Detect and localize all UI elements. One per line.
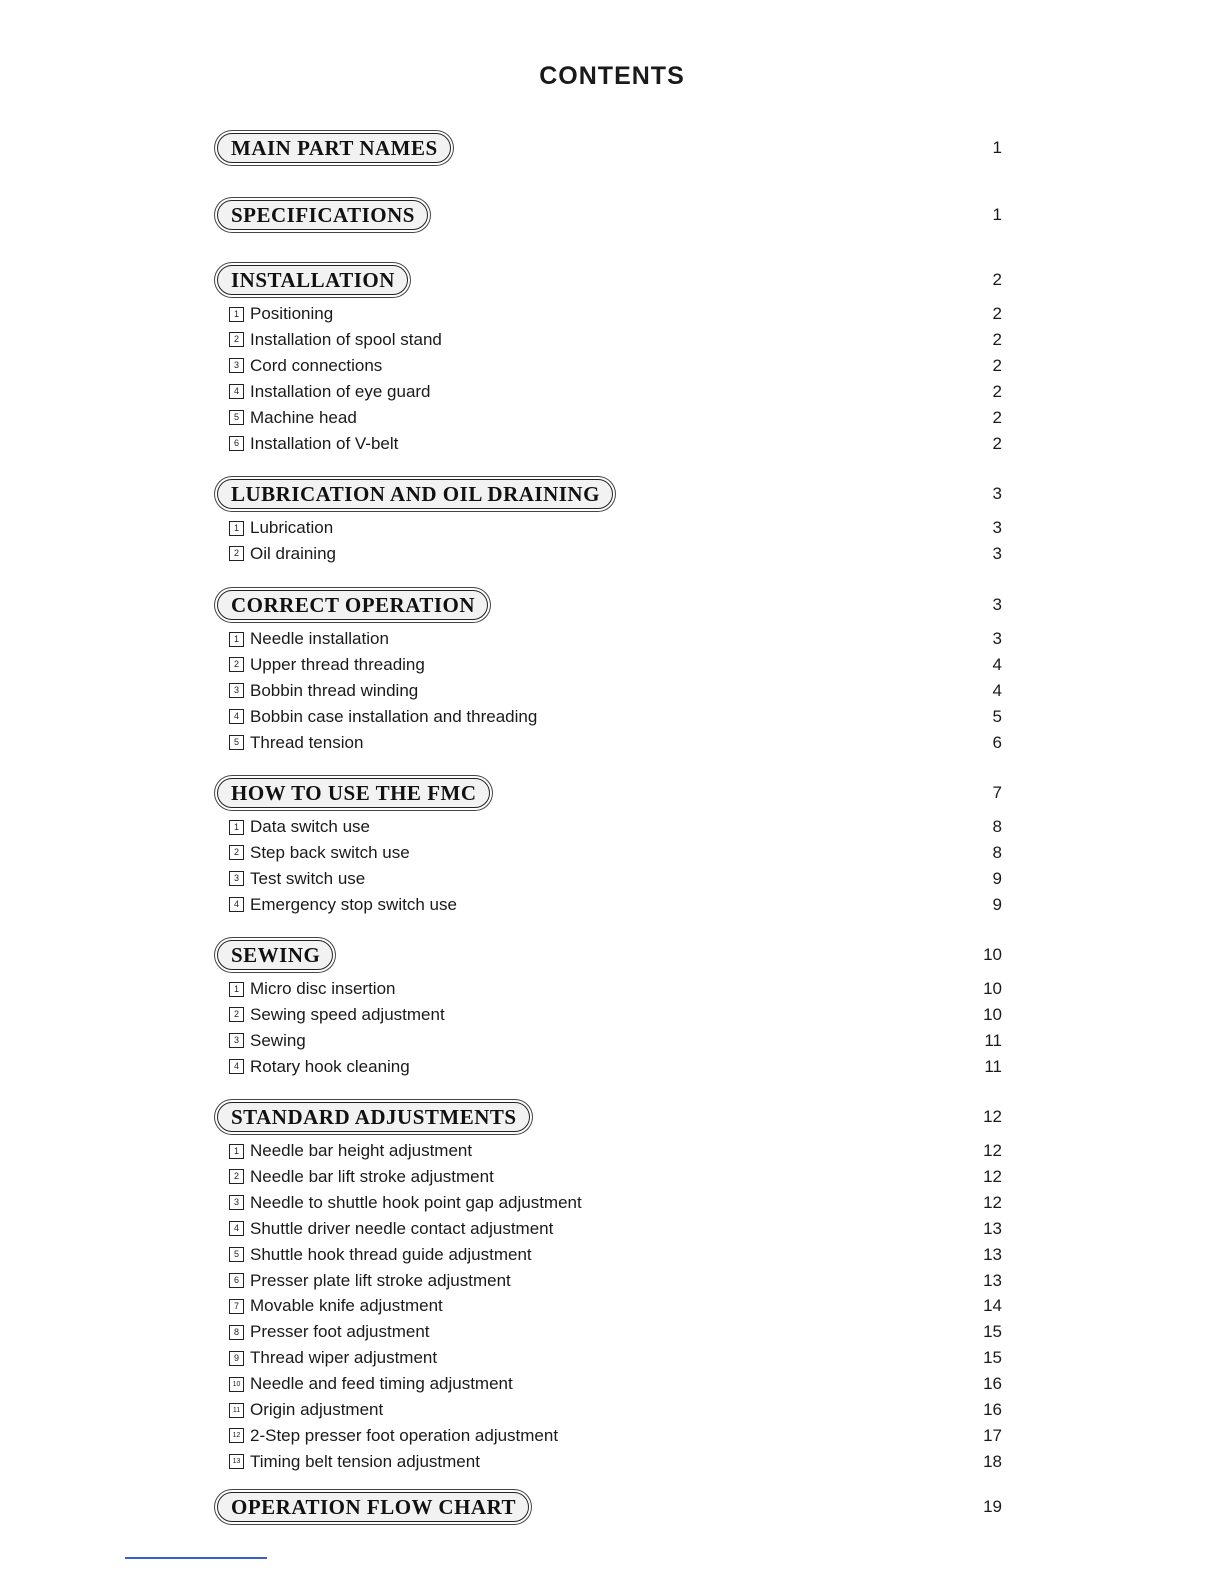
dot-leader	[341, 518, 970, 538]
item-number-box: 6	[229, 1273, 244, 1288]
item-number-box: 3	[229, 683, 244, 698]
toc-item-label-group	[229, 1167, 494, 1187]
toc-item[interactable]	[0, 626, 1224, 652]
item-page-number: 13	[983, 1270, 1002, 1290]
toc-item[interactable]	[0, 652, 1224, 678]
toc-item[interactable]	[0, 1164, 1224, 1190]
item-number-box: 5	[229, 735, 244, 750]
item-page-number: 4	[992, 680, 1002, 700]
item-page-number: 12	[983, 1192, 1002, 1212]
toc-item[interactable]	[0, 840, 1224, 866]
toc-section[interactable]	[0, 1100, 1224, 1134]
dot-leader	[566, 1426, 970, 1446]
dot-leader	[465, 895, 970, 915]
dot-leader	[378, 817, 970, 837]
item-number-box: 8	[229, 1325, 244, 1340]
toc-item-label: Upper thread threading	[250, 654, 425, 674]
dot-leader	[416, 270, 970, 290]
dot-leader	[496, 595, 970, 615]
section-heading: OPERATION FLOW CHART	[217, 1492, 529, 1522]
item-number-box: 3	[229, 871, 244, 886]
dot-leader	[341, 304, 970, 324]
item-number-box: 1	[229, 982, 244, 997]
dot-leader	[621, 484, 970, 504]
toc-item-label: Presser plate lift stroke adjustment	[250, 1270, 511, 1290]
item-number-box: 4	[229, 897, 244, 912]
dot-leader	[390, 356, 970, 376]
dot-leader	[519, 1271, 970, 1291]
toc-item-label-group	[229, 1271, 511, 1291]
toc-item-label-group	[229, 1031, 306, 1051]
item-page-number: 4	[992, 654, 1002, 674]
section-page-number: 3	[992, 595, 1002, 614]
toc-item-label: Shuttle hook thread guide adjustment	[250, 1244, 532, 1264]
item-page-number: 14	[983, 1296, 1002, 1316]
toc-item[interactable]	[0, 1449, 1224, 1475]
dot-leader	[498, 783, 970, 803]
item-page-number: 10	[983, 979, 1002, 998]
toc-item-label-group	[229, 382, 431, 402]
toc-item-label: Cord connections	[250, 355, 383, 375]
toc-item-label-group	[229, 1219, 553, 1239]
toc-section[interactable]	[0, 131, 1224, 165]
dot-leader	[488, 1452, 970, 1472]
toc-item-label-group	[229, 1348, 437, 1368]
toc-item[interactable]	[0, 541, 1224, 567]
item-page-number: 8	[992, 817, 1002, 836]
dot-leader	[480, 1141, 970, 1161]
toc-section[interactable]	[0, 198, 1224, 232]
item-page-number: 3	[992, 518, 1002, 537]
toc-item-label-group	[229, 1426, 558, 1446]
toc-item-label: Bobbin thread winding	[250, 680, 419, 700]
item-page-number: 9	[992, 894, 1002, 914]
toc-item-label: Rotary hook cleaning	[250, 1056, 410, 1076]
item-number-box: 4	[229, 1059, 244, 1074]
item-number-box: 2	[229, 1007, 244, 1022]
item-number-box: 5	[229, 410, 244, 425]
toc-item-label-group	[229, 655, 425, 675]
toc-item[interactable]	[0, 515, 1224, 541]
item-number-box: 4	[229, 384, 244, 399]
item-page-number: 2	[992, 329, 1002, 349]
toc-section[interactable]	[0, 1490, 1224, 1524]
item-number-box: 1	[229, 820, 244, 835]
page-title: CONTENTS	[539, 62, 685, 90]
toc-item[interactable]	[0, 1423, 1224, 1449]
item-number-box: 12	[229, 1428, 244, 1443]
toc-item-label-group	[229, 1245, 532, 1265]
toc-item[interactable]	[0, 814, 1224, 840]
section-heading: SEWING	[217, 940, 333, 970]
toc-item-label-group	[229, 1322, 430, 1342]
item-page-number: 16	[983, 1374, 1002, 1394]
dot-leader	[397, 629, 970, 649]
toc-item-label-group	[229, 733, 363, 753]
dot-leader	[521, 1374, 970, 1394]
toc-item-label-group	[229, 1057, 410, 1077]
toc-item-label-group	[229, 1141, 472, 1161]
dot-leader	[502, 1167, 970, 1187]
dot-leader	[344, 544, 970, 564]
item-page-number: 6	[992, 732, 1002, 752]
toc-item[interactable]	[0, 327, 1224, 353]
item-number-box: 4	[229, 709, 244, 724]
toc-item[interactable]	[0, 1345, 1224, 1371]
toc-item-label: Needle installation	[250, 629, 389, 648]
item-page-number: 2	[992, 433, 1002, 453]
item-page-number: 2	[992, 304, 1002, 323]
toc-item[interactable]	[0, 1397, 1224, 1423]
toc-item[interactable]	[0, 866, 1224, 892]
toc-section[interactable]	[0, 477, 1224, 511]
item-number-box: 2	[229, 332, 244, 347]
toc-item[interactable]	[0, 730, 1224, 756]
toc-item-label-group	[229, 544, 336, 564]
item-page-number: 8	[992, 842, 1002, 862]
item-page-number: 10	[983, 1004, 1002, 1024]
item-number-box: 1	[229, 632, 244, 647]
toc-item[interactable]	[0, 405, 1224, 431]
section-heading: CORRECT OPERATION	[217, 590, 488, 620]
section-heading: SPECIFICATIONS	[217, 200, 428, 230]
toc-item-label: Installation of spool stand	[250, 329, 442, 349]
dot-leader	[404, 979, 971, 999]
toc-item-label: Installation of V-belt	[250, 433, 399, 453]
dot-leader	[433, 655, 970, 675]
toc-item-label-group	[229, 895, 457, 915]
item-page-number: 3	[992, 629, 1002, 648]
toc-item[interactable]	[0, 1138, 1224, 1164]
dot-leader	[545, 707, 970, 727]
toc-item-label: Thread wiper adjustment	[250, 1348, 438, 1368]
toc-item-label: Needle and feed timing adjustment	[250, 1374, 513, 1394]
item-page-number: 2	[992, 381, 1002, 401]
toc-item[interactable]	[0, 379, 1224, 405]
toc-item[interactable]	[0, 1293, 1224, 1319]
toc-item-label-group	[229, 1005, 445, 1025]
toc-item[interactable]	[0, 1371, 1224, 1397]
section-page-number: 19	[983, 1497, 1002, 1516]
item-page-number: 11	[984, 1056, 1002, 1076]
toc-item[interactable]	[0, 1216, 1224, 1242]
section-heading: HOW TO USE THE FMC	[217, 778, 490, 808]
toc-item[interactable]	[0, 1242, 1224, 1268]
dot-leader	[365, 408, 970, 428]
toc-section[interactable]	[0, 938, 1224, 972]
toc-item[interactable]	[0, 1002, 1224, 1028]
toc-item-label-group	[229, 330, 442, 350]
toc-item-label: Emergency stop switch use	[250, 894, 457, 914]
item-number-box: 2	[229, 546, 244, 561]
item-page-number: 9	[992, 868, 1002, 888]
section-page-number: 3	[992, 484, 1002, 503]
dot-leader	[406, 434, 970, 454]
item-page-number: 12	[983, 1141, 1002, 1160]
toc-item-label: Needle bar lift stroke adjustment	[250, 1166, 494, 1186]
item-number-box: 3	[229, 1033, 244, 1048]
item-number-box: 2	[229, 845, 244, 860]
section-page-number: 1	[992, 205, 1002, 224]
toc-item[interactable]	[0, 678, 1224, 704]
toc-item-label-group	[229, 1296, 443, 1316]
toc-item-label: Positioning	[250, 304, 334, 323]
toc-item-label-group	[229, 1193, 582, 1213]
dot-leader	[341, 945, 970, 965]
item-number-box: 1	[229, 521, 244, 536]
item-page-number: 15	[983, 1348, 1002, 1368]
toc-item-label-group	[229, 681, 418, 701]
item-number-box: 10	[229, 1377, 244, 1392]
toc-item-label: Oil draining	[250, 543, 336, 563]
item-number-box: 9	[229, 1351, 244, 1366]
dot-leader	[561, 1219, 970, 1239]
dot-leader	[451, 1296, 970, 1316]
toc-item[interactable]	[0, 976, 1224, 1002]
toc-item-label: Data switch use	[250, 817, 370, 836]
item-page-number: 2	[992, 407, 1002, 427]
section-page-number: 7	[992, 783, 1002, 802]
toc-item-label-group	[229, 408, 357, 428]
dot-leader	[445, 1348, 970, 1368]
dot-leader	[314, 1031, 970, 1051]
toc-item[interactable]	[0, 892, 1224, 918]
dot-leader	[426, 681, 970, 701]
footer-rule	[125, 1557, 267, 1559]
dot-leader	[418, 1057, 970, 1077]
section-heading: LUBRICATION AND OIL DRAINING	[217, 479, 613, 509]
toc-section[interactable]	[0, 776, 1224, 810]
toc-item-label: 2-Step presser foot operation adjustment	[250, 1425, 559, 1445]
item-page-number: 12	[983, 1166, 1002, 1186]
toc-section[interactable]	[0, 263, 1224, 297]
dot-leader	[438, 1322, 970, 1342]
item-number-box: 2	[229, 657, 244, 672]
item-number-box: 1	[229, 1144, 244, 1159]
toc-item-label-group	[229, 869, 365, 889]
dot-leader	[538, 1107, 970, 1127]
toc-section[interactable]	[0, 588, 1224, 622]
item-number-box: 13	[229, 1454, 244, 1469]
section-page-number: 2	[992, 270, 1002, 289]
toc-item-label: Machine head	[250, 407, 357, 427]
toc-item-label: Thread tension	[250, 732, 364, 752]
dot-leader	[373, 869, 970, 889]
dot-leader	[436, 205, 970, 225]
dot-leader	[418, 843, 970, 863]
toc-item-label: Needle bar height adjustment	[250, 1141, 473, 1160]
toc-item[interactable]	[0, 1054, 1224, 1080]
toc-item-label: Timing belt tension adjustment	[250, 1451, 480, 1471]
item-number-box: 1	[229, 307, 244, 322]
toc-item[interactable]	[0, 1319, 1224, 1345]
item-page-number: 16	[983, 1400, 1002, 1419]
toc-item-label: Sewing	[250, 1030, 306, 1050]
toc-item-label: Needle to shuttle hook point gap adjustment	[250, 1192, 582, 1212]
toc-item-label: Lubrication	[250, 518, 334, 537]
toc-item[interactable]	[0, 1028, 1224, 1054]
toc-item-label-group	[229, 817, 370, 837]
section-heading: INSTALLATION	[217, 265, 408, 295]
dot-leader	[453, 1005, 970, 1025]
toc-item[interactable]	[0, 353, 1224, 379]
section-page-number: 12	[983, 1107, 1002, 1126]
toc-item-label-group	[229, 1400, 383, 1420]
toc-item[interactable]	[0, 1190, 1224, 1216]
toc-item-label-group	[229, 843, 410, 863]
toc-item[interactable]	[0, 704, 1224, 730]
dot-leader	[540, 1245, 970, 1265]
dot-leader	[590, 1193, 970, 1213]
toc-item-label-group	[229, 434, 398, 454]
item-page-number: 11	[984, 1030, 1002, 1050]
toc-item-label: Installation of eye guard	[250, 381, 431, 401]
item-page-number: 15	[983, 1322, 1002, 1342]
item-number-box: 2	[229, 1169, 244, 1184]
item-number-box: 4	[229, 1221, 244, 1236]
item-page-number: 13	[983, 1218, 1002, 1238]
toc-item[interactable]	[0, 301, 1224, 327]
toc-item-label-group	[229, 707, 537, 727]
item-number-box: 3	[229, 1195, 244, 1210]
dot-leader	[371, 733, 970, 753]
item-page-number: 3	[992, 543, 1002, 563]
toc-item[interactable]	[0, 1268, 1224, 1294]
toc-item-label-group	[229, 1374, 513, 1394]
toc-item[interactable]	[0, 431, 1224, 457]
item-page-number: 5	[992, 706, 1002, 726]
toc-item-label: Test switch use	[250, 868, 366, 888]
item-number-box: 6	[229, 436, 244, 451]
item-page-number: 17	[983, 1425, 1002, 1445]
toc-item-label-group	[229, 979, 396, 999]
item-page-number: 18	[983, 1451, 1002, 1471]
toc-item-label: Presser foot adjustment	[250, 1322, 430, 1342]
dot-leader	[537, 1497, 970, 1517]
item-page-number: 2	[992, 355, 1002, 375]
section-page-number: 10	[983, 945, 1002, 964]
dot-leader	[459, 138, 970, 158]
toc-item-label-group	[229, 518, 333, 538]
dot-leader	[450, 330, 970, 350]
toc-item-label-group	[229, 304, 333, 324]
toc-item-label: Shuttle driver needle contact adjustment	[250, 1218, 554, 1238]
item-number-box: 5	[229, 1247, 244, 1262]
toc-item-label-group	[229, 629, 389, 649]
toc-item-label: Micro disc insertion	[250, 979, 396, 998]
toc-item-label-group	[229, 1452, 480, 1472]
section-heading: MAIN PART NAMES	[217, 133, 451, 163]
dot-leader	[439, 382, 970, 402]
toc-item-label: Step back switch use	[250, 842, 410, 862]
item-page-number: 13	[983, 1244, 1002, 1264]
dot-leader	[391, 1400, 970, 1420]
item-number-box: 11	[229, 1403, 244, 1418]
section-heading: STANDARD ADJUSTMENTS	[217, 1102, 530, 1132]
item-number-box: 7	[229, 1299, 244, 1314]
toc-item-label: Sewing speed adjustment	[250, 1004, 445, 1024]
toc-item-label: Bobbin case installation and threading	[250, 706, 538, 726]
section-page-number: 1	[992, 138, 1002, 157]
toc-item-label: Origin adjustment	[250, 1400, 384, 1419]
item-number-box: 3	[229, 358, 244, 373]
toc-item-label-group	[229, 356, 382, 376]
toc-item-label: Movable knife adjustment	[250, 1296, 443, 1316]
